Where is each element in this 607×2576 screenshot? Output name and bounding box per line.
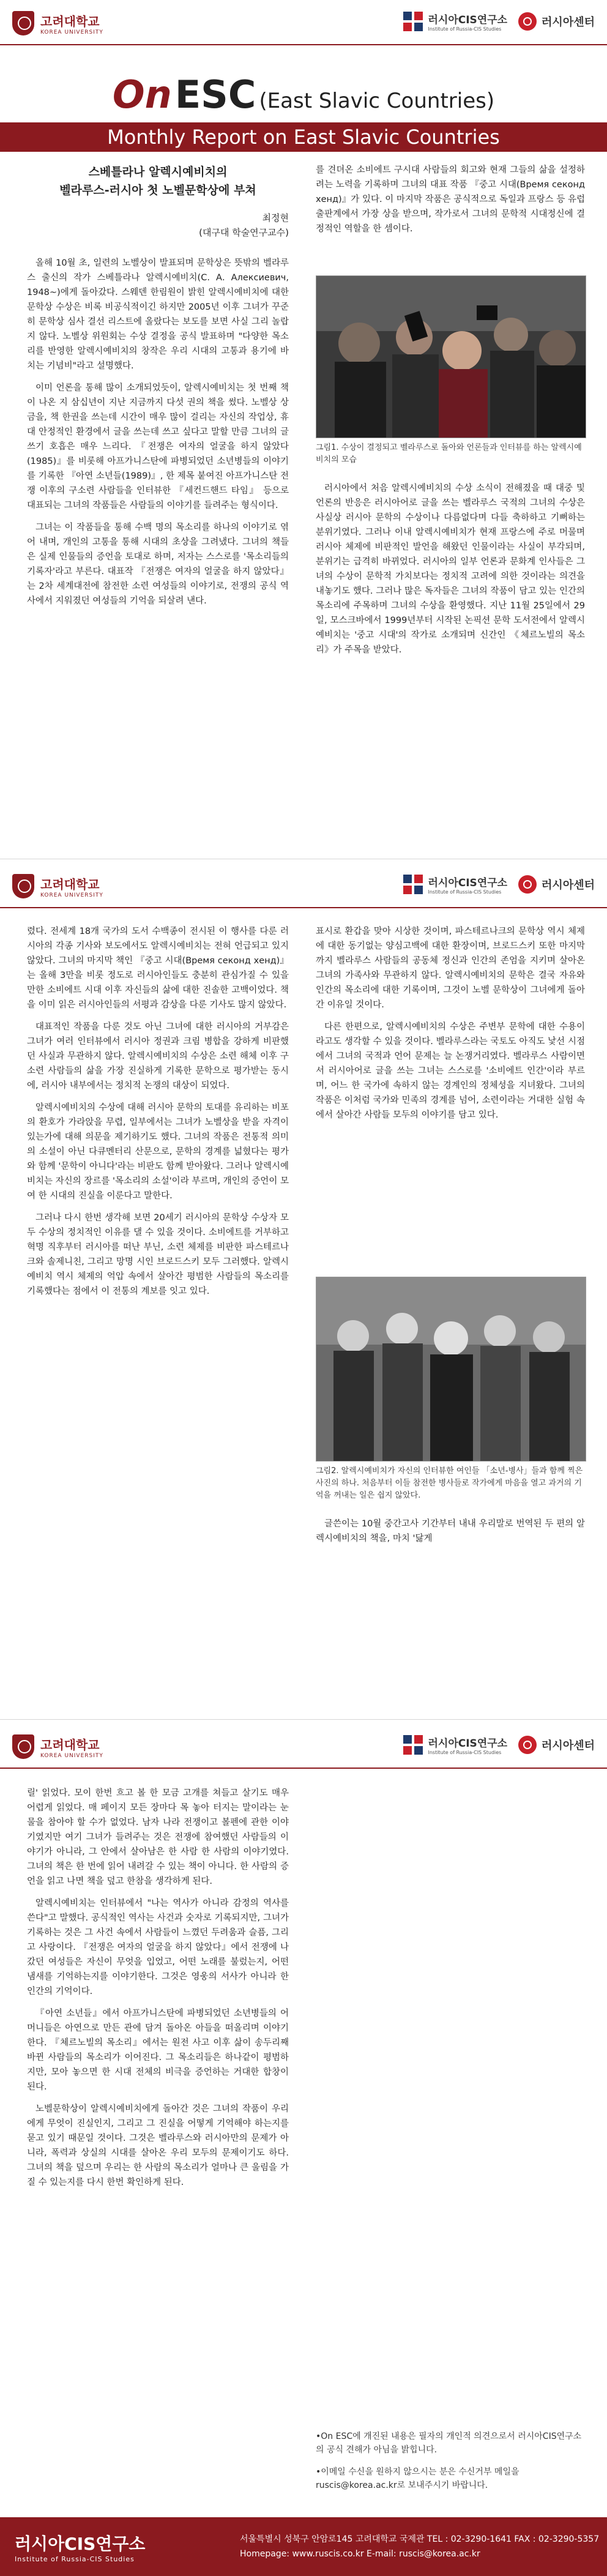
footer-brand <box>15 2531 145 2563</box>
cis-name-ko: 러시아CIS연구소 <box>428 877 508 889</box>
footer-address: 서울특별시 성북구 안암로145 고려대학교 국제관 TEL : 02-3290-1641 FAX : 02-3290-5357 <box>240 2534 600 2544</box>
page2-right-column-bottom <box>316 1517 585 1553</box>
monthly-report-banner: Monthly Report on East Slavic Countries <box>0 122 607 152</box>
page-header-1 <box>0 0 607 43</box>
ku-name-ko: 고려대학교 <box>40 876 100 892</box>
russia-center-logo <box>518 875 595 894</box>
paragraph: 이미 언론을 통해 많이 소개되었듯이, 알렉시예비치는 첫 번째 책이 나온 지 삼십년이 지난 지금까지 다섯 권의 책을 썼다. 노벨상 상금을, 책 한권을 쓰는데 시간이 매우 많이 걸리는 자신의 작업상, 휴대 안정적인 환경에서 글을 쓰는데 쓰고 싶다고 말할 만큼 그녀의 글쓰기 호흡은 매우 느리다. 『전쟁은 여자의 얼굴을 하지 않았다(1985)』를 비롯해 아프가니스탄에 파병되었던 소년병들의 이야기를 기록한 『아연 소년들(1989)』, 한 제목 붙여진 아프가니스탄 전쟁 이후의 구소련 사람들을 인터뷰한 『세컨드핸드 타임』 등으로 대표되는 그녀의 작품들은 사람들의 이야기를 들려주는 형식이다. <box>27 383 289 510</box>
footer-info <box>240 2532 599 2561</box>
author-affiliation: (대구대 학술연구교수) <box>199 227 289 238</box>
unsubscribe-note: •이메일 수신을 원하지 않으시는 분은 수신거부 메일을 ruscis@korea.ac.kr로 보내주시기 바랍니다. <box>316 2467 519 2490</box>
ku-name-en: KOREA UNIVERSITY <box>40 892 103 898</box>
footer-brand-ko: 러시아CIS연구소 <box>15 2534 146 2554</box>
russia-center-logo <box>518 12 595 31</box>
cis-name-en: Institute of Russia-CIS Studies <box>428 26 502 32</box>
article-title <box>27 163 289 200</box>
figure1-caption: 그림1. 수상이 결정되고 벨라루스로 돌아와 언론들과 인터뷰를 하는 알렉시예비치의 모습 <box>316 443 582 465</box>
korea-university-logo <box>12 1734 103 1759</box>
article-title-line2: 벨라루스-러시아 첫 노벨문학상에 부쳐 <box>59 184 256 197</box>
masthead <box>0 72 607 117</box>
ku-name-ko: 고려대학교 <box>40 13 100 29</box>
page2-right-column-top <box>316 924 585 1130</box>
disclaimer-note: •On ESC에 개진된 내용은 필자의 개인적 의견으로서 러시아CIS연구소의 공식 견해가 아님을 밝힙니다. <box>316 2432 582 2455</box>
paragraph: 노벨문학상이 알렉시예비치에게 돌아간 것은 그녀의 작품이 우리에게 무엇이 진실인지, 그리고 그 진실을 어떻게 기억해야 하는지를 묻고 있기 때문일 것이다. 그것은 벨라루스와 러시아만의 문제가 아니라, 폭력과 상실의 시대를 살아온 우리 모두의 문제이기도 하다. 그녀의 책을 덮으며 우리는 한 사람의 목소리가 얼마나 큰 울림을 가질 수 있는지를 다시 한번 확인하게 된다. <box>27 2104 289 2187</box>
author-name: 최정현 <box>262 212 289 223</box>
press-crowd-image <box>316 276 586 438</box>
page1-right-column-top <box>316 163 585 244</box>
russia-center-icon <box>518 875 537 894</box>
masthead-esc: ESC <box>174 72 256 117</box>
figure2-photo <box>316 1277 586 1462</box>
paragraph: 를 견뎌온 소비에트 구시대 사람들의 회고와 현재 그들의 삶을 설정하려는 노력을 기록하며 그녀의 대표 작품 『중고 시대(Время секонд хенд)』가 있다. 이 마지막 작품은 공식적으로 독일과 프랑스 등 유럽 출판계에서 가장 상을 받으며, 작가로서 그녀의 문학적 시대정신에 결정적인 역할을 한 셈이다. <box>316 165 585 234</box>
korea-university-logo <box>12 11 103 35</box>
header-rule-2 <box>0 907 607 908</box>
crest-icon <box>12 1734 34 1759</box>
cis-institute-logo <box>403 874 507 895</box>
paragraph: 렸다. 전세계 18개 국가의 도서 수백종이 전시된 이 행사를 다룬 러시아의 각종 기사와 보도에서도 알렉시예비치는 전혀 언급되고 있지 않았다. 그녀의 마지막 책인 『중고 시대(Время секонд хенд)』는 올해 3만을 비롯 정도로 러시아인들도 충분히 관심가질 수 있을 만한 소비에트 시대 이후 자신들의 삶에 대한 진솔한 고백이었다. 책을 이미 읽은 러시아인들의 서평과 감상을 다룬 기사도 많지 않았다. <box>27 927 289 1010</box>
russia-center-name: 러시아센터 <box>542 16 595 29</box>
header-rule-1 <box>0 44 607 45</box>
crest-icon <box>12 11 34 35</box>
figure2-caption: 그림2. 알렉시예비치가 자신의 인터뷰한 여인들 「소년-병사」들과 함께 찍은 사진의 하나. 처음부터 이들 참전한 병사들로 작가에게 마음을 열고 과거의 기억을 꺼내는 일은 쉽지 않았다. <box>316 1466 583 1500</box>
page-header-2 <box>0 863 607 906</box>
figure1-photo <box>316 275 586 438</box>
cis-institute-logo <box>403 1734 507 1755</box>
paragraph: 다른 한편으로, 알렉시예비치의 수상은 주변부 문학에 대한 수용이라고도 생각할 수 있을 것이다. 벨라루스라는 국토도 아직도 낯선 시점에서 그녀의 국적과 언어 문제는 늘 논쟁거리였다. 벨라루스 사람이면서 러시아어로 글을 쓰는 그녀는 스스로를 '소비에트 인간'이라 부르며, 어느 한 국가에 속하지 않는 경계인의 정체성을 지녀왔다. 그녀의 작품은 이처럼 국가와 민족의 경계를 넘어, 소련이라는 거대한 실험 속에서 살아간 사람들 모두의 이야기를 담고 있다. <box>316 1022 585 1120</box>
page1-right-column-bottom <box>316 481 585 665</box>
paragraph: 알렉시예비치의 수상에 대해 러시아 문학의 토대를 유리하는 비포의 환호가 가라앉을 무렵, 일부에서는 그녀가 노벨상을 받을 자격이 있는가에 대해 의문을 제기하기도 했다. 그녀의 작품은 전통적 의미의 소설이 아닌 다큐멘터리 산문으로, 문학의 경계를 넓혔다는 평가와 함께 '문학이 아니다'라는 비판도 함께 받아왔다. 그러나 알렉시예비치는 자신의 장르를 '목소리의 소설'이라 부르며, 개인의 증언이 모여 한 시대의 진실을 이룬다고 말한다. <box>27 1103 289 1201</box>
paragraph: 올해 10월 초, 일련의 노벨상이 발표되며 문학상은 뜻밖의 벨라루스 출신의 작가 스베틀라나 알렉시예비치(С. А. Алексиевич, 1948~)에게 돌아갔다. 스웨덴 한림원이 밝힌 알렉시예비치에 대한 문학상 수상은 비록 비공식적이긴 하지만 2005년 이후 그녀가 꾸준히 문학상 심사 결선 리스트에 올랐다는 보도를 보면 사실 그리 놀랍지 않다. 노벨상 위원회는 수상 결정을 공식 발표하며 "다양한 목소리를 반영한 알렉시예비치의 창작은 우리 시대의 고통과 용기에 바치는 기념비"라고 설명했다. <box>27 258 289 371</box>
page2-left-column <box>27 924 289 1306</box>
paragraph: 러시아에서 처음 알렉시예비치의 수상 소식이 전해졌을 때 대중 및 언론의 반응은 러시아어로 글을 쓰는 벨라루스 국적의 그녀의 수상은 사실상 러시아 문학의 수상이나 다름없다며 다들 축하하고 기뻐하는 분위기였다. 그러나 이내 알렉시예비치가 현재 프랑스에 주로 머물며 러시아 체제에 비판적인 발언을 해왔던 인물이라는 사실이 부각되며, 분위기는 급격히 바뀌었다. 러시아의 일부 언론과 문화계 인사들은 그녀의 수상이 문학적 가치보다는 정치적 고려에 의한 것이라는 의견을 내놓기도 했다. 그러나 많은 독자들은 그녀의 작품이 담고 있는 인간의 목소리에 주목하며 그녀의 수상을 환영했다. 지난 11월 25일에서 29일, 모스크바에서 1999년부터 시작된 논픽션 문학 도서전에서 알렉시예비치는 '중고 시대'의 작가로 소개되며 신간인 《체르노빌의 목소리》가 주목을 받았다. <box>316 483 585 655</box>
page-header-3 <box>0 1723 607 1766</box>
cis-name-ko: 러시아CIS연구소 <box>428 1738 508 1750</box>
disclaimer-notes <box>316 2430 585 2501</box>
cis-name-ko: 러시아CIS연구소 <box>428 14 508 26</box>
masthead-subtitle: (East Slavic Countries) <box>259 89 495 113</box>
cis-name-en: Institute of Russia-CIS Studies <box>428 1750 502 1755</box>
page-footer <box>0 2517 607 2576</box>
article-byline <box>27 211 289 240</box>
korea-university-logo <box>12 874 103 898</box>
crest-icon <box>12 874 34 898</box>
russia-center-logo <box>518 1736 595 1754</box>
cis-squares-icon <box>403 12 423 31</box>
paragraph: 릴' 읽었다. 모이 한번 흐고 볼 한 모금 고개를 쳐들고 살기도 매우 어렵게 읽었다. 매 페이지 모든 장마다 목 놓아 터지는 말이라는 눈물을 참아야 할 수가 없었다. 남자 나라 전쟁이고 볼펜에 관한 이야기였지만 여기 그녀가 들려주는 것은 전쟁에 참여했던 사람들의 이야기가 아니라, 그 안에서 살아남은 한 사람 한 사람의 이야기였다. 그녀의 책은 한 번에 읽어 내려갈 수 있는 책이 아니다. 한 사람의 증언을 읽고 나면 책을 덮고 한참을 생각하게 된다. <box>27 1788 289 1886</box>
russia-center-name: 러시아센터 <box>542 879 595 892</box>
paragraph: 알렉시예비치는 인터뷰에서 "나는 역사가 아니라 감정의 역사를 쓴다"고 말했다. 공식적인 역사는 사건과 숫자로 기록되지만, 그녀가 기록하는 것은 그 사건 속에서 사람들이 느꼈던 두려움과 슬픔, 그리고 사랑이다. 『전쟁은 여자의 얼굴을 하지 않았다』에서 전쟁에 나갔던 여성들은 자신이 무엇을 입었고, 어떤 노래를 불렀는지, 어떤 냄새를 기억하는지를 이야기한다. 그것은 영웅의 서사가 아니라 한 인간의 기억이다. <box>27 1898 289 1996</box>
paragraph: 그러나 다시 한번 생각해 보면 20세기 러시아의 문학상 수상자 모두 수상의 정치적인 이유를 댈 수 있을 것이다. 소비에트를 거부하고 혁명 직후부터 러시아를 떠난 부닌, 소련 체제를 비판한 파스테르나크와 솔제니친, 그리고 망명 시인 브로드스키 모두 그러했다. 알렉시예비치 역시 체제의 억압 속에서 살아간 평범한 사람들의 목소리를 기록했다는 점에서 이 전통의 계보를 잇고 있다. <box>27 1213 289 1296</box>
cis-name-en: Institute of Russia-CIS Studies <box>428 889 502 895</box>
cis-squares-icon <box>403 1735 423 1755</box>
cis-squares-icon <box>403 875 423 894</box>
russia-center-icon <box>518 12 537 31</box>
footer-brand-en: Institute of Russia-CIS Studies <box>15 2555 135 2563</box>
page-separator-2 <box>0 1719 607 1720</box>
paragraph: 표시로 환갑을 맞아 시상한 것이며, 파스테르나크의 문학상 역시 체제에 대한 동기없는 양심고백에 대한 환장이며, 브로드스키 또한 마지막까지 벨라루스 사람들의 공동체 정신과 인간의 존엄을 지키며 살아온 그녀의 가족사와 무관하지 않다. 알렉시예비치의 문학은 결국 자유와 인간의 목소리에 대한 기록이며, 그것이 노벨 문학상이 그녀에게 돌아간 이유일 것이다. <box>316 927 585 1010</box>
paragraph: 『아연 소년들』에서 아프가니스탄에 파병되었던 소년병들의 어머니들은 아연으로 만든 관에 담겨 돌아온 아들을 떠올리며 이야기한다. 『체르노빌의 목소리』에서는 원전 사고 이후 삶이 송두리째 바뀐 사람들의 목소리가 이어진다. 그 목소리들은 하나같이 평범하지만, 모아 놓으면 한 시대 전체의 비극을 증언하는 거대한 합창이 된다. <box>27 2009 289 2092</box>
group-portrait-image <box>316 1277 586 1461</box>
ku-name-en: KOREA UNIVERSITY <box>40 29 103 35</box>
page3-left-column <box>27 1786 289 2197</box>
article-title-line1: 스베틀라나 알렉시예비치의 <box>88 165 228 179</box>
paragraph: 대표적인 작품을 다룬 것도 아닌 그녀에 대한 러시아의 거부감은 그녀가 여러 인터뷰에서 러시아 정권과 크림 병합을 강하게 비판했던 사실과 무관하지 않다. 알렉시예비치의 수상은 소련 해체 이후 구소련 사람들의 삶을 가장 진실하게 기록한 문학으로 평가받는 동시에, 러시아 내부에서는 정치적 논쟁의 대상이 되었다. <box>27 1022 289 1091</box>
header-rule-3 <box>0 1768 607 1769</box>
masthead-on: On <box>112 72 172 117</box>
cis-institute-logo <box>403 11 507 32</box>
ku-name-ko: 고려대학교 <box>40 1737 100 1752</box>
paragraph: 글쓴이는 10월 중간고사 기간부터 내내 우리말로 번역된 두 편의 알렉시예비치의 책을, 마치 '닳게 <box>316 1519 585 1544</box>
ku-name-en: KOREA UNIVERSITY <box>40 1752 103 1759</box>
russia-center-name: 러시아센터 <box>542 1739 595 1752</box>
page1-left-column <box>27 163 289 616</box>
footer-contact: Homepage: www.ruscis.co.kr E-mail: ruscis@korea.ac.kr <box>240 2549 480 2559</box>
russia-center-icon <box>518 1736 537 1754</box>
paragraph: 그녀는 이 작품들을 통해 수백 명의 목소리를 하나의 이야기로 엮어 내며, 개인의 고통을 통해 시대의 초상을 그려냈다. 그녀의 책들은 실제 인물들의 증언을 토대로 하며, 저자는 스스로를 '목소리들의 기록자'라고 부른다. 대표작 『전쟁은 여자의 얼굴을 하지 않았다』는 2차 세계대전에 참전한 소련 여성들의 이야기로, 전쟁의 공식 역사에서 지워졌던 여성들의 기억을 되살려 낸다. <box>27 523 289 606</box>
